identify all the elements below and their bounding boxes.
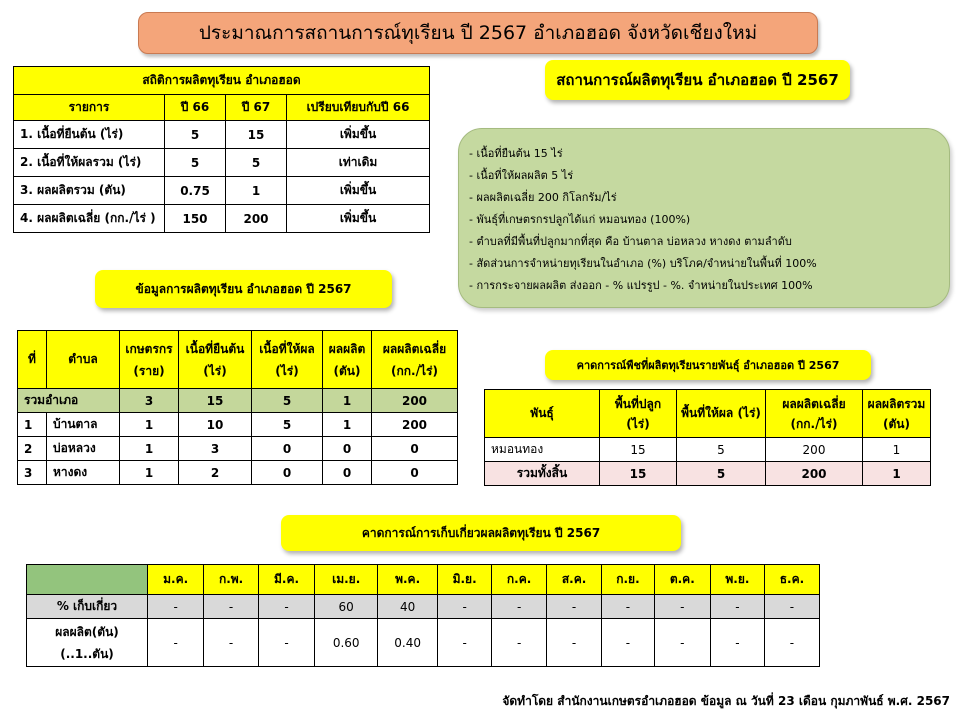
harvest-cell: 0.60: [315, 619, 378, 667]
variety-cell: 1: [863, 438, 931, 462]
district-cell: 1: [323, 389, 372, 413]
stats-header: ปี 67: [226, 95, 287, 121]
district-cell: 0: [323, 437, 372, 461]
district-cell: หางดง: [47, 461, 120, 485]
situation-box: [458, 128, 950, 308]
harvest-cell: 60: [315, 595, 378, 619]
harvest-cell: -: [547, 619, 602, 667]
district-cell: 1: [323, 413, 372, 437]
variety-header: พันธุ์: [485, 390, 600, 438]
variety-cell: 15: [600, 438, 677, 462]
stats-cell: เพิ่มขึ้น: [287, 121, 430, 149]
table-row: [14, 177, 430, 205]
harvest-cell: -: [654, 595, 710, 619]
table-row: [27, 595, 820, 619]
stats-cell: 1: [226, 177, 287, 205]
harvest-cell: -: [547, 595, 602, 619]
table-row: [485, 462, 931, 486]
month-header: เม.ย.: [315, 565, 378, 595]
variety-cell: หมอนทอง: [485, 438, 600, 462]
situation-item: - ตำบลที่มีพื้นที่ปลูกมากที่สุด คือ บ้านตาล บ่อหลวง หางดง ตามลำดับ: [469, 235, 792, 248]
district-header: ผลผลิต (ตัน): [323, 331, 372, 389]
district-cell: 200: [372, 413, 458, 437]
harvest-cell: -: [148, 619, 204, 667]
district-cell: 5: [252, 413, 323, 437]
month-header: ก.พ.: [204, 565, 259, 595]
district-header: เนื้อที่ยืนต้น (ไร่): [179, 331, 252, 389]
variety-cell: 200: [766, 462, 863, 486]
district-cell: 5: [252, 389, 323, 413]
district-header: ผลผลิตเฉลี่ย (กก./ไร่): [372, 331, 458, 389]
district-header: เกษตรกร (ราย): [120, 331, 179, 389]
district-cell: 3: [120, 389, 179, 413]
month-header: พ.ย.: [710, 565, 764, 595]
variety-table-caption: คาดการณ์พืชที่ผลิตทุเรียนรายพันธุ์ อำเภอฮอด ปี 2567: [545, 350, 871, 380]
stats-cell: 1. เนื้อที่ยืนต้น (ไร่): [14, 121, 165, 149]
harvest-cell: -: [438, 595, 492, 619]
stats-cell: 200: [226, 205, 287, 233]
harvest-cell: -: [492, 595, 547, 619]
stats-cell: 0.75: [165, 177, 226, 205]
month-header: ก.ค.: [492, 565, 547, 595]
harvest-cell: -: [438, 619, 492, 667]
stats-header: รายการ: [14, 95, 165, 121]
stats-table: [13, 66, 430, 233]
variety-cell: 5: [677, 462, 766, 486]
page-title: ประมาณการสถานการณ์ทุเรียน ปี 2567 อำเภอฮอด จังหวัดเชียงใหม่: [138, 12, 818, 54]
month-header: ธ.ค.: [764, 565, 819, 595]
harvest-row-label: ผลผลิต(ตัน) (..1..ตัน): [27, 619, 148, 667]
situation-item: - การกระจายผลผลิต ส่งออก - % แปรรูป - %. จำหน่ายในประเทศ 100%: [469, 279, 813, 292]
stats-cell: 5: [165, 149, 226, 177]
variety-cell: 15: [600, 462, 677, 486]
variety-header: พื้นที่ให้ผล (ไร่): [677, 390, 766, 438]
district-cell: 2: [179, 461, 252, 485]
harvest-cell: -: [764, 595, 819, 619]
district-header: เนื้อที่ให้ผล (ไร่): [252, 331, 323, 389]
month-header: ส.ค.: [547, 565, 602, 595]
situation-heading: สถานการณ์ผลิตทุเรียน อำเภอฮอด ปี 2567: [545, 60, 850, 100]
district-cell: 10: [179, 413, 252, 437]
harvest-cell: -: [258, 619, 314, 667]
stats-cell: 3. ผลผลิตรวม (ตัน): [14, 177, 165, 205]
variety-cell: 5: [677, 438, 766, 462]
harvest-cell: -: [710, 619, 764, 667]
stats-cell: 5: [165, 121, 226, 149]
harvest-cell: -: [764, 619, 819, 667]
harvest-table-caption: คาดการณ์การเก็บเกี่ยวผลผลิตทุเรียน ปี 2567: [281, 515, 681, 551]
stats-cell: 4. ผลผลิตเฉลี่ย (กก./ไร่ ): [14, 205, 165, 233]
footer-note: จัดทำโดย สำนักงานเกษตรอำเภอฮอด ข้อมูล ณ วันที่ 23 เดือน กุมภาพันธ์ พ.ศ. 2567: [502, 694, 950, 708]
stats-cell: เท่าเดิม: [287, 149, 430, 177]
month-header: ต.ค.: [654, 565, 710, 595]
table-row: [18, 461, 458, 485]
month-header: ก.ย.: [602, 565, 655, 595]
situation-item: - สัดส่วนการจำหน่ายทุเรียนในอำเภอ (%) บริโภค/จำหน่ายในพื้นที่ 100%: [469, 257, 817, 270]
stats-cell: 150: [165, 205, 226, 233]
district-cell: บ้านตาล: [47, 413, 120, 437]
district-cell: 0: [252, 461, 323, 485]
stats-header: เปรียบเทียบกับปี 66: [287, 95, 430, 121]
month-header: พ.ค.: [378, 565, 438, 595]
situation-item: - พันธุ์ที่เกษตรกรปลูกได้แก่ หมอนทอง (100%): [469, 213, 691, 226]
district-cell: บ่อหลวง: [47, 437, 120, 461]
district-table: [17, 330, 458, 485]
district-cell: 0: [323, 461, 372, 485]
table-row: [18, 437, 458, 461]
harvest-cell: -: [148, 595, 204, 619]
variety-cell: 1: [863, 462, 931, 486]
month-header: มิ.ย.: [438, 565, 492, 595]
situation-item: - เนื้อที่ยืนต้น 15 ไร่: [469, 147, 563, 160]
harvest-cell: -: [602, 619, 655, 667]
district-cell: 3: [18, 461, 47, 485]
variety-header: พื้นที่ปลูก (ไร่): [600, 390, 677, 438]
stats-header: ปี 66: [165, 95, 226, 121]
table-row: [14, 121, 430, 149]
stats-cell: 2. เนื้อที่ให้ผลรวม (ไร่): [14, 149, 165, 177]
stats-table-caption: สถิติการผลิตทุเรียน อำเภอฮอด: [14, 67, 430, 95]
harvest-cell: -: [654, 619, 710, 667]
variety-cell: 200: [766, 438, 863, 462]
harvest-cell: -: [492, 619, 547, 667]
harvest-cell: -: [710, 595, 764, 619]
district-cell: รวมอำเภอ: [18, 389, 120, 413]
district-cell: 1: [18, 413, 47, 437]
harvest-row-label: % เก็บเกี่ยว: [27, 595, 148, 619]
harvest-cell: -: [204, 595, 259, 619]
stats-cell: เพิ่มขึ้น: [287, 205, 430, 233]
stats-cell: 15: [226, 121, 287, 149]
stats-cell: เพิ่มขึ้น: [287, 177, 430, 205]
district-cell: 1: [120, 413, 179, 437]
table-row: [27, 619, 820, 667]
month-header: ม.ค.: [148, 565, 204, 595]
harvest-corner: [27, 565, 148, 595]
harvest-cell: -: [258, 595, 314, 619]
harvest-cell: 0.40: [378, 619, 438, 667]
district-cell: 0: [372, 461, 458, 485]
district-cell: 200: [372, 389, 458, 413]
district-cell: 0: [372, 437, 458, 461]
district-cell: 1: [120, 461, 179, 485]
harvest-table: [26, 564, 820, 667]
variety-header: ผลผลิตรวม (ตัน): [863, 390, 931, 438]
stats-cell: 5: [226, 149, 287, 177]
district-cell: 2: [18, 437, 47, 461]
table-row: [18, 413, 458, 437]
district-cell: 15: [179, 389, 252, 413]
harvest-cell: -: [602, 595, 655, 619]
district-header: ที่: [18, 331, 47, 389]
variety-table: [484, 389, 931, 486]
district-header: ตำบล: [47, 331, 120, 389]
variety-header: ผลผลิตเฉลี่ย (กก./ไร่): [766, 390, 863, 438]
variety-cell: รวมทั้งสิ้น: [485, 462, 600, 486]
table-row: [14, 205, 430, 233]
table-row: [18, 389, 458, 413]
situation-item: - ผลผลิตเฉลี่ย 200 กิโลกรัม/ไร่: [469, 191, 617, 204]
situation-item: - เนื้อที่ให้ผลผลิต 5 ไร่: [469, 169, 574, 182]
district-table-caption: ข้อมูลการผลิตทุเรียน อำเภอฮอด ปี 2567: [95, 270, 392, 308]
district-cell: 0: [252, 437, 323, 461]
district-cell: 3: [179, 437, 252, 461]
harvest-cell: -: [204, 619, 259, 667]
district-cell: 1: [120, 437, 179, 461]
harvest-cell: 40: [378, 595, 438, 619]
table-row: [14, 149, 430, 177]
table-row: [485, 438, 931, 462]
month-header: มี.ค.: [258, 565, 314, 595]
